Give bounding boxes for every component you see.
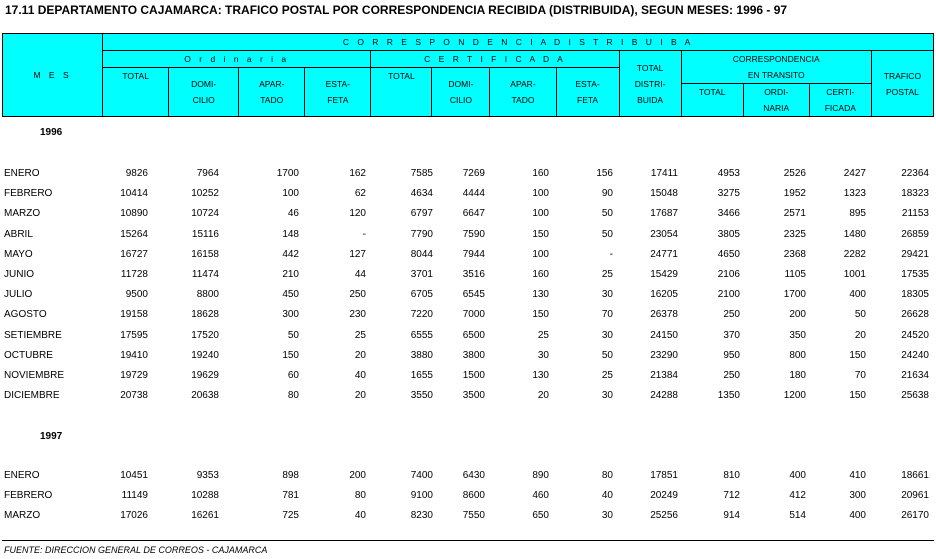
month-label: ENERO xyxy=(4,470,40,481)
table-cell: 2100 xyxy=(717,289,740,301)
header-tr-total: TOTAL xyxy=(681,84,743,117)
header-tr-ordinaria: ORDI- NARIA xyxy=(743,84,809,117)
table-cell: 127 xyxy=(349,248,366,260)
month-label: OCTUBRE xyxy=(4,349,53,361)
table-cell: 10252 xyxy=(191,188,219,200)
table-header xyxy=(2,33,934,117)
table-cell: 7944 xyxy=(462,248,485,260)
month-label: FEBRERO xyxy=(4,490,53,502)
table-cell: 18323 xyxy=(901,188,929,200)
table-cell: 3880 xyxy=(410,349,433,361)
table-cell: 200 xyxy=(789,309,806,321)
table-row xyxy=(0,488,936,506)
table-cell: 162 xyxy=(349,168,366,179)
header-cert-domicilio: DOMI- CILIO xyxy=(432,68,490,117)
table-row xyxy=(0,166,936,184)
table-cell: 18661 xyxy=(901,470,929,481)
table-cell: 18305 xyxy=(901,289,929,301)
table-cell: 781 xyxy=(282,490,299,502)
table-cell: 6705 xyxy=(410,289,433,301)
month-label: NOVIEMBRE xyxy=(4,370,65,381)
table-cell: 2368 xyxy=(783,248,806,260)
table-cell: 914 xyxy=(723,510,740,522)
table-cell: 410 xyxy=(849,470,866,481)
table-cell: 20249 xyxy=(650,490,678,502)
table-cell: 70 xyxy=(854,370,866,381)
table-cell: 19729 xyxy=(120,370,148,381)
table-row xyxy=(0,307,936,325)
table-cell: 25 xyxy=(601,269,613,280)
table-cell: 20 xyxy=(537,390,549,402)
table-cell: 25 xyxy=(601,370,613,381)
table-cell: 3805 xyxy=(717,228,740,240)
table-cell: 30 xyxy=(601,289,613,301)
table-cell: 950 xyxy=(723,349,740,361)
table-cell: 3500 xyxy=(462,390,485,402)
table-cell: 7590 xyxy=(462,228,485,240)
table-cell: 450 xyxy=(282,289,299,301)
table-cell: 18628 xyxy=(191,309,219,321)
table-cell: 80 xyxy=(601,470,613,481)
table-cell: 19629 xyxy=(191,370,219,381)
table-cell: 6430 xyxy=(462,470,485,481)
table-cell: 46 xyxy=(287,208,299,220)
table-cell: 11728 xyxy=(120,269,148,280)
header-cert-apartado: APAR- TADO xyxy=(490,68,556,117)
table-cell: 412 xyxy=(789,490,806,502)
table-cell: 9500 xyxy=(125,289,148,301)
table-cell: 6797 xyxy=(410,208,433,220)
month-label: AGOSTO xyxy=(4,309,47,321)
table-cell: 29421 xyxy=(901,248,929,260)
table-cell: 7790 xyxy=(410,228,433,240)
table-cell: 3275 xyxy=(717,188,740,200)
table-row xyxy=(0,206,936,224)
table-row xyxy=(0,186,936,204)
header-en-transito: CORRESPONDENCIA EN TRANSITO xyxy=(681,51,871,84)
table-cell: 130 xyxy=(532,370,549,381)
header-certificada: C E R T I F I C A D A xyxy=(371,51,619,68)
table-cell: 15048 xyxy=(650,188,678,200)
table-cell: 7585 xyxy=(410,168,433,179)
header-tr-certificada: CERTI- FICADA xyxy=(809,84,871,117)
table-cell: 70 xyxy=(601,309,613,321)
table-cell: 25256 xyxy=(650,510,678,522)
table-cell: 20638 xyxy=(191,390,219,402)
table-cell: 10288 xyxy=(191,490,219,502)
header-trafico-postal: TRAFICO POSTAL xyxy=(871,51,933,117)
table-cell: 400 xyxy=(849,289,866,301)
table-cell: 16261 xyxy=(191,510,219,522)
table-cell: 50 xyxy=(601,228,613,240)
table-cell: 50 xyxy=(854,309,866,321)
table-cell: 1700 xyxy=(783,289,806,301)
table-cell: 150 xyxy=(282,349,299,361)
table-cell: 10890 xyxy=(120,208,148,220)
table-cell: 10414 xyxy=(120,188,148,200)
month-label: SETIEMBRE xyxy=(4,329,62,341)
table-cell: 20 xyxy=(354,349,366,361)
table-cell: 150 xyxy=(849,390,866,402)
table-cell: 9353 xyxy=(196,470,219,481)
table-cell: 160 xyxy=(532,269,549,280)
header-total-distribuida: TOTAL DISTRI- BUIDA xyxy=(619,51,681,117)
month-label: JUNIO xyxy=(4,269,34,280)
table-cell: 30 xyxy=(601,510,613,522)
table-cell: 15264 xyxy=(120,228,148,240)
table-cell: 8044 xyxy=(410,248,433,260)
table-cell: 9100 xyxy=(410,490,433,502)
table-cell: 1105 xyxy=(784,269,806,280)
table-cell: 80 xyxy=(354,490,366,502)
header-cert-total: TOTAL xyxy=(371,68,432,117)
table-cell: 3800 xyxy=(462,349,485,361)
table-cell: 514 xyxy=(789,510,806,522)
table-cell: 2325 xyxy=(783,228,806,240)
table-cell: 16158 xyxy=(191,248,219,260)
table-cell: 20 xyxy=(854,329,866,341)
table-cell: 725 xyxy=(282,510,299,522)
month-label: MAYO xyxy=(4,248,33,260)
header-cert-estafeta: ESTA- FETA xyxy=(556,68,619,117)
table-cell: 7964 xyxy=(196,168,219,179)
table-cell: 4634 xyxy=(410,188,433,200)
table-cell: 17535 xyxy=(901,269,929,280)
table-cell: 17851 xyxy=(650,470,678,481)
table-cell: 400 xyxy=(849,510,866,522)
header-ord-apartado: APAR- TADO xyxy=(239,68,305,117)
table-cell: 25 xyxy=(537,329,549,341)
table-cell: 6647 xyxy=(462,208,485,220)
table-cell: 7550 xyxy=(462,510,485,522)
table-cell: - xyxy=(609,248,613,260)
table-cell: 8800 xyxy=(196,289,219,301)
table-row xyxy=(0,468,936,486)
table-cell: 1350 xyxy=(717,390,740,402)
table-row xyxy=(0,287,936,305)
table-cell: 4650 xyxy=(717,248,740,260)
year-heading: 1997 xyxy=(40,431,63,442)
table-cell: 26859 xyxy=(901,228,929,240)
table-cell: 50 xyxy=(287,329,299,341)
table-cell: 30 xyxy=(601,329,613,341)
table-cell: 9826 xyxy=(125,168,148,179)
table-cell: 460 xyxy=(532,490,549,502)
table-row xyxy=(0,247,936,265)
table-cell: 6500 xyxy=(462,329,485,341)
table-cell: - xyxy=(362,228,366,240)
table-cell: 24288 xyxy=(650,390,678,402)
source-note: FUENTE: DIRECCION GENERAL DE CORREOS - CAJAMARCA xyxy=(4,545,268,555)
table-cell: 7400 xyxy=(410,470,433,481)
table-cell: 30 xyxy=(601,390,613,402)
table-cell: 130 xyxy=(532,289,549,301)
table-cell: 800 xyxy=(789,349,806,361)
table-cell: 4953 xyxy=(717,168,740,179)
table-cell: 60 xyxy=(287,370,299,381)
table-cell: 1655 xyxy=(410,370,433,381)
table-cell: 17026 xyxy=(120,510,148,522)
table-cell: 7269 xyxy=(462,168,485,179)
table-cell: 16727 xyxy=(120,248,148,260)
table-cell: 400 xyxy=(789,470,806,481)
table-cell: 100 xyxy=(532,248,549,260)
table-cell: 650 xyxy=(532,510,549,522)
table-cell: 100 xyxy=(532,208,549,220)
table-cell: 3466 xyxy=(717,208,740,220)
table-cell: 26170 xyxy=(901,510,929,522)
table-cell: 160 xyxy=(532,168,549,179)
table-cell: 250 xyxy=(723,309,740,321)
table-cell: 21153 xyxy=(901,208,929,220)
table-cell: 3516 xyxy=(462,269,485,280)
table-cell: 7000 xyxy=(462,309,485,321)
footer-divider xyxy=(2,540,934,541)
table-cell: 1480 xyxy=(843,228,866,240)
header-ord-total: TOTAL xyxy=(103,68,169,117)
table-cell: 40 xyxy=(354,370,366,381)
table-cell: 895 xyxy=(849,208,866,220)
table-row xyxy=(0,388,936,406)
table-cell: 2526 xyxy=(783,168,806,179)
table-cell: 44 xyxy=(354,269,366,280)
table-cell: 898 xyxy=(282,470,299,481)
header-ord-estafeta: ESTA- FETA xyxy=(305,68,371,117)
table-cell: 1952 xyxy=(783,188,806,200)
month-label: ENERO xyxy=(4,168,40,179)
table-cell: 11149 xyxy=(121,490,148,502)
table-cell: 26628 xyxy=(901,309,929,321)
table-cell: 17411 xyxy=(650,168,678,179)
table-cell: 210 xyxy=(282,269,299,280)
table-cell: 24150 xyxy=(650,329,678,341)
table-cell: 100 xyxy=(532,188,549,200)
table-cell: 50 xyxy=(601,208,613,220)
table-cell: 19240 xyxy=(191,349,219,361)
table-cell: 90 xyxy=(601,188,613,200)
table-cell: 6555 xyxy=(410,329,433,341)
table-cell: 1500 xyxy=(462,370,485,381)
month-label: ABRIL xyxy=(4,228,33,240)
table-cell: 150 xyxy=(532,309,549,321)
table-cell: 15116 xyxy=(191,228,219,240)
month-label: MARZO xyxy=(4,510,41,522)
table-cell: 17687 xyxy=(650,208,678,220)
table-cell: 62 xyxy=(354,188,366,200)
table-cell: 20738 xyxy=(120,390,148,402)
table-row xyxy=(0,267,936,285)
year-heading: 1996 xyxy=(40,127,63,138)
table-cell: 8230 xyxy=(410,510,433,522)
table-row xyxy=(0,328,936,346)
table-cell: 150 xyxy=(532,228,549,240)
table-cell: 1700 xyxy=(276,168,299,179)
month-label: JULIO xyxy=(4,289,33,301)
table-cell: 148 xyxy=(282,228,299,240)
table-cell: 150 xyxy=(849,349,866,361)
table-cell: 1200 xyxy=(783,390,806,402)
table-cell: 21634 xyxy=(901,370,929,381)
table-cell: 250 xyxy=(723,370,740,381)
table-cell: 17520 xyxy=(191,329,219,341)
table-cell: 40 xyxy=(354,510,366,522)
table-cell: 30 xyxy=(537,349,549,361)
table-cell: 80 xyxy=(287,390,299,402)
table-cell: 1001 xyxy=(843,269,866,280)
table-cell: 19158 xyxy=(120,309,148,321)
table-cell: 17595 xyxy=(120,329,148,341)
table-row xyxy=(0,227,936,245)
table-cell: 1323 xyxy=(843,188,866,200)
table-cell: 6545 xyxy=(462,289,485,301)
table-cell: 2571 xyxy=(783,208,806,220)
table-cell: 24771 xyxy=(650,248,678,260)
month-label: MARZO xyxy=(4,208,41,220)
table-cell: 300 xyxy=(849,490,866,502)
table-cell: 11474 xyxy=(191,269,219,280)
header-mes: M E S xyxy=(3,34,103,117)
table-cell: 19410 xyxy=(120,349,148,361)
table-cell: 2106 xyxy=(717,269,740,280)
table-cell: 350 xyxy=(789,329,806,341)
table-cell: 300 xyxy=(282,309,299,321)
table-cell: 20 xyxy=(354,390,366,402)
table-cell: 24240 xyxy=(901,349,929,361)
table-cell: 50 xyxy=(601,349,613,361)
month-label: DICIEMBRE xyxy=(4,390,60,402)
month-label: FEBRERO xyxy=(4,188,53,200)
table-cell: 442 xyxy=(282,248,299,260)
table-cell: 2282 xyxy=(843,248,866,260)
table-cell: 810 xyxy=(723,470,740,481)
table-cell: 180 xyxy=(789,370,806,381)
table-cell: 10724 xyxy=(191,208,219,220)
table-cell: 23290 xyxy=(650,349,678,361)
table-cell: 250 xyxy=(349,289,366,301)
table-cell: 712 xyxy=(723,490,740,502)
table-cell: 120 xyxy=(349,208,366,220)
table-cell: 25638 xyxy=(901,390,929,402)
table-cell: 40 xyxy=(601,490,613,502)
table-cell: 23054 xyxy=(650,228,678,240)
table-cell: 4444 xyxy=(462,188,485,200)
header-correspondencia-distribuida: C O R R E S P O N D E N C I A D I S T R I B U I B A xyxy=(103,34,934,51)
table-cell: 890 xyxy=(532,470,549,481)
table-title: 17.11 DEPARTAMENTO CAJAMARCA: TRAFICO POSTAL POR CORRESPONDENCIA RECIBIDA (DISTRIBUIDA), SEGUN MESES: 1996 - 97 xyxy=(5,3,788,17)
table-cell: 156 xyxy=(596,168,613,179)
table-cell: 370 xyxy=(723,329,740,341)
table-cell: 10451 xyxy=(120,470,148,481)
header-ordinaria: O r d i n a r i a xyxy=(103,51,371,68)
table-cell: 15429 xyxy=(650,269,678,280)
table-cell: 22364 xyxy=(901,168,929,179)
table-cell: 3701 xyxy=(410,269,433,280)
table-row xyxy=(0,368,936,386)
table-cell: 8600 xyxy=(462,490,485,502)
table-cell: 3550 xyxy=(410,390,433,402)
header-ord-domicilio: DOMI- CILIO xyxy=(169,68,239,117)
table-cell: 20961 xyxy=(901,490,929,502)
table-cell: 24520 xyxy=(901,329,929,341)
table-cell: 7220 xyxy=(410,309,433,321)
table-cell: 16205 xyxy=(650,289,678,301)
table-cell: 200 xyxy=(349,470,366,481)
table-cell: 100 xyxy=(282,188,299,200)
table-cell: 2427 xyxy=(843,168,866,179)
table-cell: 25 xyxy=(354,329,366,341)
table-row xyxy=(0,508,936,526)
table-row xyxy=(0,348,936,366)
table-cell: 26378 xyxy=(650,309,678,321)
table-cell: 21384 xyxy=(650,370,678,381)
table-cell: 230 xyxy=(349,309,366,321)
